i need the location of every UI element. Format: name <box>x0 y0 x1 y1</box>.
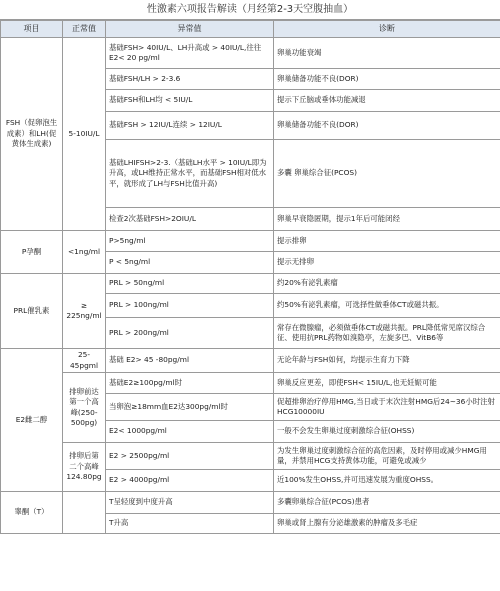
diagnosis-cell: 卵巢早衰隐匿期，提示1年后可能闭经 <box>274 208 500 231</box>
p-item: P孕酮 <box>1 231 63 274</box>
e2-item: E2雌二醇 <box>1 349 63 492</box>
e2-normal-second-peak: 排卵后第二个高峰124.80pg <box>63 443 106 492</box>
diagnosis-cell: 约20%有泌乳素瘤 <box>274 274 500 294</box>
prl-normal: ≥ 225ng/ml <box>63 274 106 349</box>
abnormal-cell: 基础LHIFSH>2-3.（基础LH水平 > 10IU/L即为升高，或LH维持正常水平，而基础FSH相对低水平，就形成了LH与FSH比值升高) <box>106 140 274 208</box>
diagnosis-cell: 卵巢或肾上腺有分泌雄激素的肿瘤及多毛症 <box>274 514 500 534</box>
diagnosis-cell: 促超排卵治疗停用HMG,当日或于末次注射HMG后24~36小时注射HCG10000IU <box>274 394 500 421</box>
diagnosis-cell: 卵巢功能衰竭 <box>274 38 500 69</box>
abnormal-cell: E2< 1000pg/ml <box>106 421 274 443</box>
abnormal-cell: PRL > 100ng/ml <box>106 294 274 318</box>
header-row <box>1 21 500 38</box>
diagnosis-cell: 一般不会发生卵巢过度刺激综合征(OHSS) <box>274 421 500 443</box>
diagnosis-cell: 无论年龄与FSH如何，均提示生育力下降 <box>274 349 500 373</box>
abnormal-cell: 基础 E2> 45 -80pg/ml <box>106 349 274 373</box>
diagnosis-cell: 卵巢反应更差，即使FSH< 15IU/L,也无妊娠可能 <box>274 373 500 394</box>
diagnosis-cell: 提示下丘脑或垂体功能减退 <box>274 90 500 112</box>
abnormal-cell: P>5ng/ml <box>106 231 274 252</box>
diagnosis-cell: 近100%发生OHSS,并可迅速发展为重度OHSS。 <box>274 470 500 492</box>
abnormal-cell: T呈轻度到中度升高 <box>106 492 274 514</box>
diagnosis-cell: 提示无排卵 <box>274 252 500 274</box>
abnormal-cell: 当卵泡≥18mm血E2达300pg/ml时 <box>106 394 274 421</box>
diagnosis-cell: 多囊 卵巢综合征(PCOS) <box>274 140 500 208</box>
header-diagnosis: 诊断 <box>274 21 500 38</box>
table-row <box>1 231 500 252</box>
abnormal-cell: 基础E2≥100pg/ml时 <box>106 373 274 394</box>
abnormal-cell: P < 5ng/ml <box>106 252 274 274</box>
diagnosis-cell: 多囊卵巢综合征(PCOS)患者 <box>274 492 500 514</box>
header-item: 项目 <box>1 21 63 38</box>
abnormal-cell: 基础FSH > 12IU/L连续 > 12IU/L <box>106 112 274 140</box>
table-row <box>1 373 500 394</box>
fsh-item: FSH（促卵泡生成素）和LH(促黄体生成素) <box>1 38 63 231</box>
diagnosis-cell: 为发生卵巢过度刺激综合征的高危因素，及时停用或减少HMG用量，并禁用HCG支持黄体功能，可避免或减少 <box>274 443 500 470</box>
table-row <box>1 443 500 470</box>
abnormal-cell: 基础FSH> 40IU/L、LH升高或 > 40IU/L,往往E2< 20 pg/ml <box>106 38 274 69</box>
diagnosis-cell: 卵巢储备功能不良(DOR) <box>274 69 500 90</box>
abnormal-cell: E2 > 2500pg/ml <box>106 443 274 470</box>
t-item: 睾酮（T） <box>1 492 63 534</box>
diagnosis-cell: 提示排卵 <box>274 231 500 252</box>
table-row <box>1 492 500 514</box>
page-title: 性激素六项报告解读（月经第2-3天空腹抽血） <box>0 0 500 20</box>
header-abnormal: 异常值 <box>106 21 274 38</box>
e2-normal-first-peak: 排卵前达第一个高峰(250-500pg) <box>63 373 106 443</box>
t-normal <box>63 492 106 534</box>
table-row <box>1 38 500 69</box>
table-row <box>1 274 500 294</box>
abnormal-cell: 检查2次基础FSH>2OIU/L <box>106 208 274 231</box>
abnormal-cell: PRL > 200ng/ml <box>106 318 274 349</box>
diagnosis-cell: 常存在微腺瘤，必须做垂体CT或磁共振。PRL降低常见席汉综合征、使用抗PRL药物如溴隐亭，左旋多巴、VitB6等 <box>274 318 500 349</box>
prl-item: PRL催乳素 <box>1 274 63 349</box>
abnormal-cell: PRL > 50ng/ml <box>106 274 274 294</box>
diagnosis-cell: 约50%有泌乳素瘤，可选择性做垂体CT或磁共振。 <box>274 294 500 318</box>
abnormal-cell: 基础FSH和LH均 < 5IU/L <box>106 90 274 112</box>
header-normal: 正常值 <box>63 21 106 38</box>
fsh-normal: 5-10IU/L <box>63 38 106 231</box>
diagnosis-cell: 卵巢储备功能不良(DOR) <box>274 112 500 140</box>
abnormal-cell: 基础FSH/LH > 2-3.6 <box>106 69 274 90</box>
e2-normal-basal: 25-45pgml <box>63 349 106 373</box>
p-normal: <1ng/ml <box>63 231 106 274</box>
table-row <box>1 349 500 373</box>
abnormal-cell: E2 > 4000pg/ml <box>106 470 274 492</box>
abnormal-cell: T升高 <box>106 514 274 534</box>
hormone-table <box>0 20 500 534</box>
